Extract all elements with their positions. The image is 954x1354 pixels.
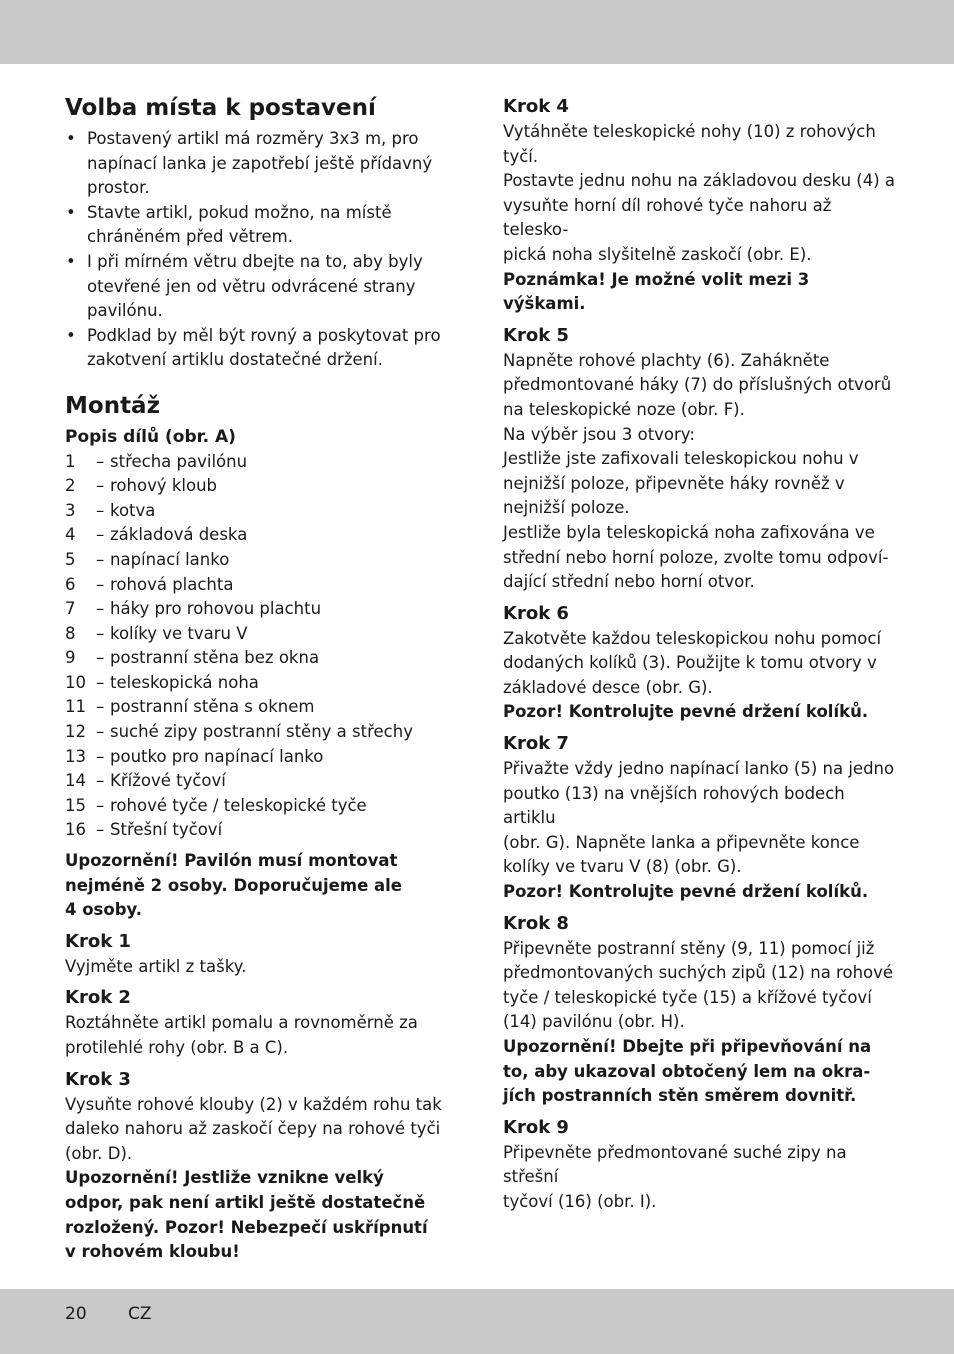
assembly-warning: Upozornění! Pavilón musí montovat nejméně 2 osoby. Doporučujeme ale 4 osoby. — [65, 851, 402, 920]
step-4-title: Krok 4 — [503, 96, 569, 117]
page-number: 20 — [65, 1304, 87, 1324]
step-3-text: Vysuňte rohové klouby (2) v každém rohu tak daleko nahoru až zaskočí čepy na rohové tyči (obr. D). — [65, 1094, 442, 1163]
step-1-text: Vyjměte artikl z tašky. — [65, 956, 247, 976]
step-4-note: Poznámka! Je možné volit mezi 3 výškami. — [503, 269, 810, 314]
list-item: • I při mírném větru dbejte na to, aby byly otevřené jen od větru odvrácené strany pavilónu. — [66, 251, 423, 321]
parts-title: Popis dílů (obr. A) — [65, 426, 236, 447]
header-band — [0, 0, 954, 64]
part-item: 2 – rohový kloub — [65, 476, 218, 496]
part-item: 5 – napínací lanko — [65, 549, 230, 569]
part-item: 16 – Střešní tyčoví — [65, 820, 223, 840]
step-4-text: Vytáhněte teleskopické nohy (10) z rohových tyčí. Postavte jednu nohu na základovou desku (4) a vysuňte horní díl rohové tyče nahoru až telesko- pická noha slyšitelně zaskočí (obr. E). — [503, 122, 896, 264]
step-8-text: Připevněte postranní stěny (9, 11) pomocí již předmontovaných suchých zipů (12) na rohové tyče / teleskopické tyče (15) a křížové tyčoví (14) pavilónu (obr. H). — [503, 938, 894, 1032]
step-6-text: Zakotvěte každou teleskopickou nohu pomocí dodaných kolíků (3). Použijte k tomu otvory v základové desce (obr. G). — [503, 628, 882, 697]
part-item: 10 – teleskopická noha — [65, 672, 259, 692]
part-item: 12 – suché zipy postranní stěny a střechy — [65, 722, 413, 742]
step-1-title: Krok 1 — [65, 930, 131, 952]
part-item: 15 – rohové tyče / teleskopické tyče — [65, 795, 367, 815]
part-item: 11 – postranní stěna s oknem — [65, 697, 315, 717]
part-item: 9 – postranní stěna bez okna — [65, 648, 320, 668]
section-title-site-selection: Volba místa k postavení — [65, 95, 376, 121]
part-item: 3 – kotva — [65, 500, 156, 520]
list-item: • Postavený artikl má rozměry 3x3 m, pro napínací lanka je zapotřebí ještě přídavný prostor. — [66, 129, 433, 198]
step-2-text: Roztáhněte artikl pomalu a rovnoměrně za protilehlé rohy (obr. B a C). — [65, 1013, 418, 1057]
part-item: 4 – základová deska — [65, 525, 248, 545]
step-3-warning: Upozornění! Jestliže vznikne velký odpor, pak není artikl ještě dostatečně rozložený. Pozor! Nebezpečí uskřípnutí v rohovém kloubu! — [65, 1168, 428, 1262]
step-7-note: Pozor! Kontrolujte pevné držení kolíků. — [503, 882, 869, 902]
step-5-title: Krok 5 — [503, 324, 569, 346]
step-9-text: Připevněte předmontované suché zipy na střešní tyčoví (16) (obr. I). — [503, 1142, 847, 1211]
step-8-warning: Upozornění! Dbejte při připevňování na to, aby ukazoval obtočený lem na okra- jích postranních stěn směrem dovnitř. — [503, 1037, 872, 1106]
step-8-title: Krok 8 — [503, 912, 569, 934]
part-item: 8 – kolíky ve tvaru V — [65, 623, 248, 643]
part-item: 6 – rohová plachta — [65, 574, 234, 594]
section-title-assembly: Montáž — [65, 392, 160, 419]
list-item: • Podklad by měl být rovný a poskytovat pro zakotvení artiklu dostatečné držení. — [66, 325, 441, 370]
right-column — [503, 94, 898, 1215]
part-item: 14 – Křížové tyčoví — [65, 771, 226, 791]
step-5-text: Napněte rohové plachty (6). Zahákněte předmontované háky (7) do příslušných otvorů na teleskopické noze (obr. F). Na výběr jsou 3 otvory: Jestliže jste zafixovali teleskopickou nohu v nejnižší poloze, připevněte háky rovněž v nejnižší poloze. Jestliže byla teleskopická noha zafixována ve střední nebo horní poloze, zvolte tomu odpoví- dající střední nebo horní otvor. — [503, 350, 892, 592]
step-7-title: Krok 7 — [503, 733, 569, 755]
parts-list — [65, 450, 455, 844]
step-2-title: Krok 2 — [65, 987, 131, 1009]
step-7-text: Přivažte vždy jedno napínací lanko (5) na jedno poutko (13) na vnějších rohových bodech artiklu (obr. G). Napněte lanka a připevněte konce kolíky ve tvaru V (8) (obr. G). — [503, 759, 895, 877]
step-6-note: Pozor! Kontrolujte pevné držení kolíků. — [503, 702, 869, 722]
site-selection-list — [65, 127, 455, 373]
part-item: 7 – háky pro rohovou plachtu — [65, 599, 322, 619]
step-9-title: Krok 9 — [503, 1116, 569, 1138]
language-code: CZ — [128, 1304, 152, 1324]
list-item: • Stavte artikl, pokud možno, na místě chráněném před větrem. — [66, 202, 392, 247]
part-item: 13 – poutko pro napínací lanko — [65, 746, 324, 766]
left-column — [65, 92, 455, 1265]
step-3-title: Krok 3 — [65, 1068, 131, 1090]
part-item: 1 – střecha pavilónu — [65, 451, 248, 471]
step-6-title: Krok 6 — [503, 602, 569, 624]
